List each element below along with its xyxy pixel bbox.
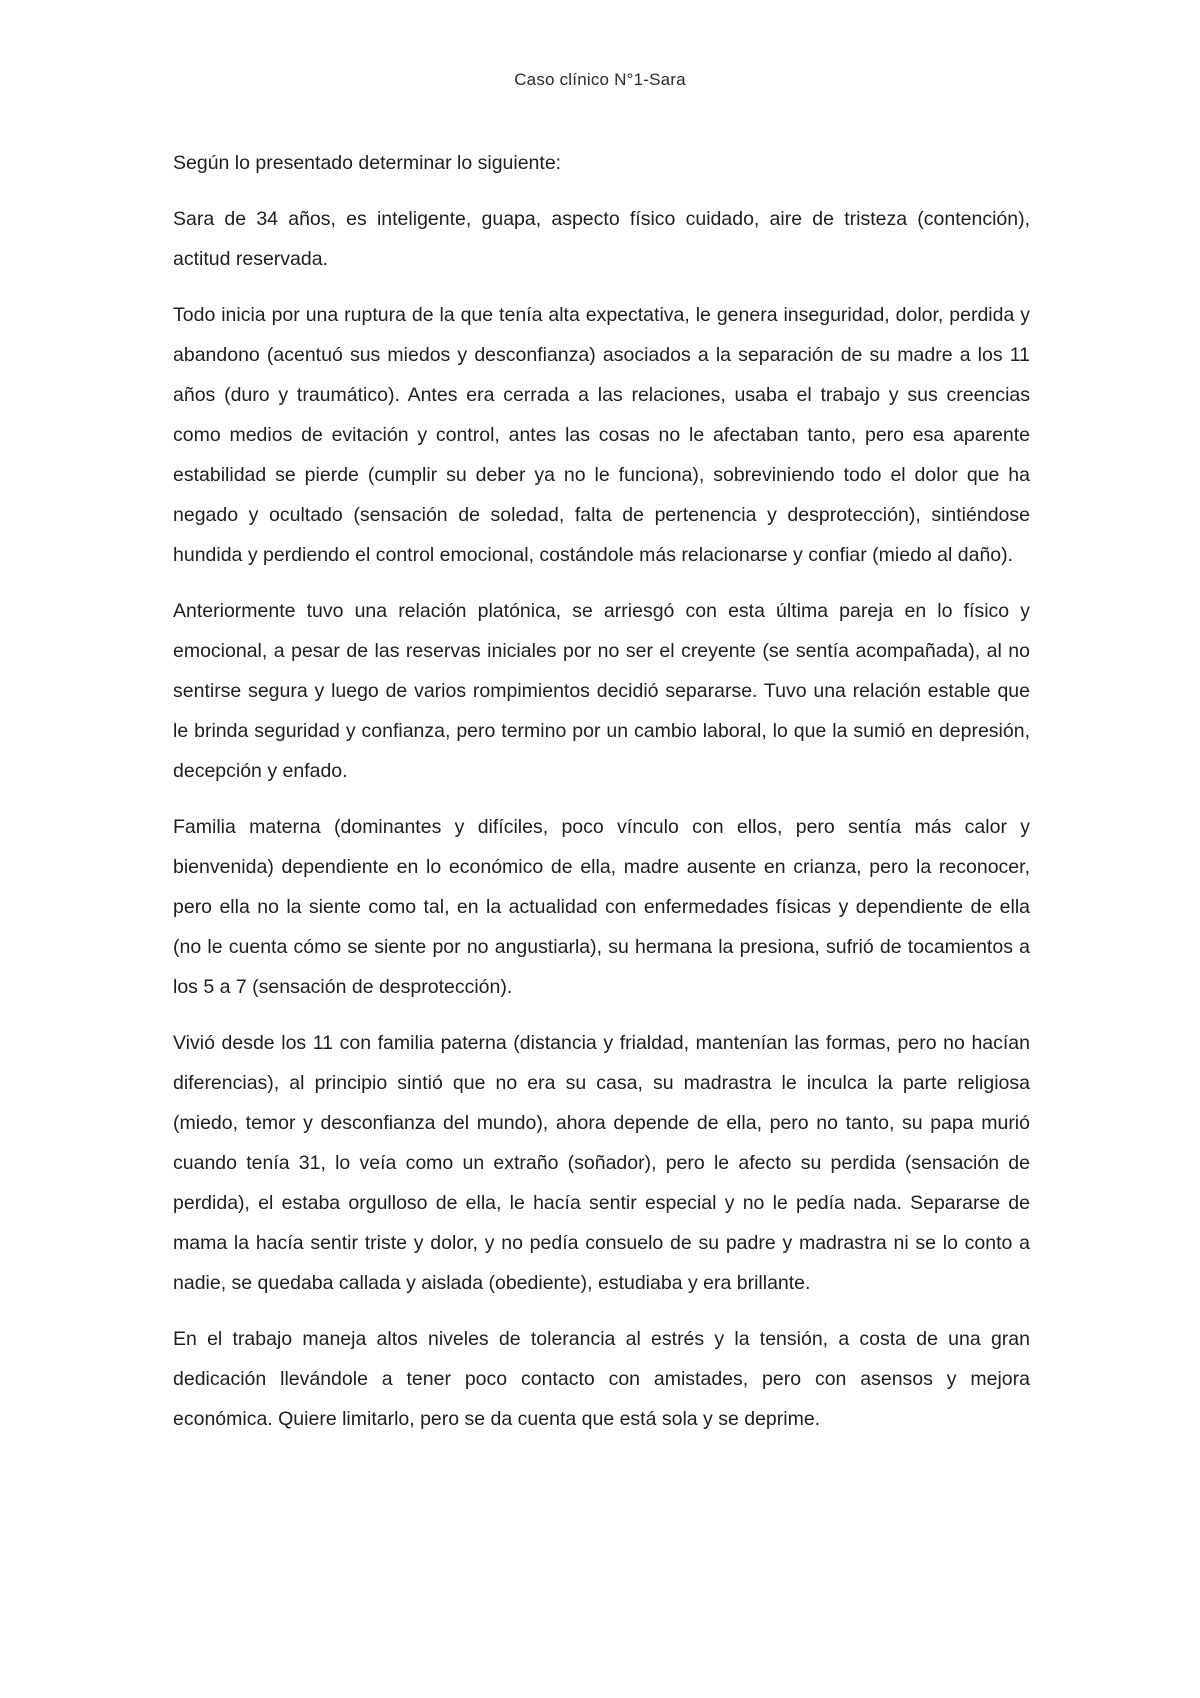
paragraph-onset: Todo inicia por una ruptura de la que tenía alta expectativa, le genera inseguridad, dolor, perdida y abandono (acentuó sus miedos y desconfianza) asociados a la separación de su madre a los 11 años (duro y traumático). Antes era cerrada a las relaciones, usaba el trabajo y sus creencias como medios de evitación y control, antes las cosas no le afectaban tanto, pero esa aparente estabilidad se pierde (cumplir su deber ya no le funciona), sobreviniendo todo el dolor que ha negado y ocultado (sensación de soledad, falta de pertenencia y desprotección), sintiéndose hundida y perdiendo el control emocional, costándole más relacionarse y confiar (miedo al daño). [173,304,1030,566]
document-body [173,143,1030,1455]
paragraph-instruction: Según lo presentado determinar lo siguiente: [173,152,562,174]
paragraph-patient-description: Sara de 34 años, es inteligente, guapa, aspecto físico cuidado, aire de tristeza (contención), actitud reservada. [173,208,1030,270]
paragraph-relationships: Anteriormente tuvo una relación platónica, se arriesgó con esta última pareja en lo físico y emocional, a pesar de las reservas iniciales por no ser el creyente (se sentía acompañada), al no sentirse segura y luego de varios rompimientos decidió separarse. Tuvo una relación estable que le brinda seguridad y confianza, pero termino por un cambio laboral, lo que la sumió en depresión, decepción y enfado. [173,600,1030,782]
paragraph-maternal-family: Familia materna (dominantes y difíciles, poco vínculo con ellos, pero sentía más calor y bienvenida) dependiente en lo económico de ella, madre ausente en crianza, pero la reconocer, pero ella no la siente como tal, en la actualidad con enfermedades físicas y dependiente de ella (no le cuenta cómo se siente por no angustiarla), su hermana la presiona, sufrió de tocamientos a los 5 a 7 (sensación de desprotección). [173,816,1030,998]
page-header: Caso clínico N°1-Sara [514,70,686,89]
paragraph-paternal-family: Vivió desde los 11 con familia paterna (distancia y frialdad, mantenían las formas, pero no hacían diferencias), al principio sintió que no era su casa, su madrastra le inculca la parte religiosa (miedo, temor y desconfianza del mundo), ahora depende de ella, pero no tanto, su papa murió cuando tenía 31, lo veía como un extraño (soñador), pero le afecto su perdida (sensación de perdida), el estaba orgulloso de ella, le hacía sentir especial y no le pedía nada. Separarse de mama la hacía sentir triste y dolor, y no pedía consuelo de su padre y madrastra ni se lo conto a nadie, se quedaba callada y aislada (obediente), estudiaba y era brillante. [173,1032,1030,1294]
paragraph-work: En el trabajo maneja altos niveles de tolerancia al estrés y la tensión, a costa de una gran dedicación llevándole a tener poco contacto con amistades, pero con asensos y mejora económica. Quiere limitarlo, pero se da cuenta que está sola y se deprime. [173,1328,1030,1430]
